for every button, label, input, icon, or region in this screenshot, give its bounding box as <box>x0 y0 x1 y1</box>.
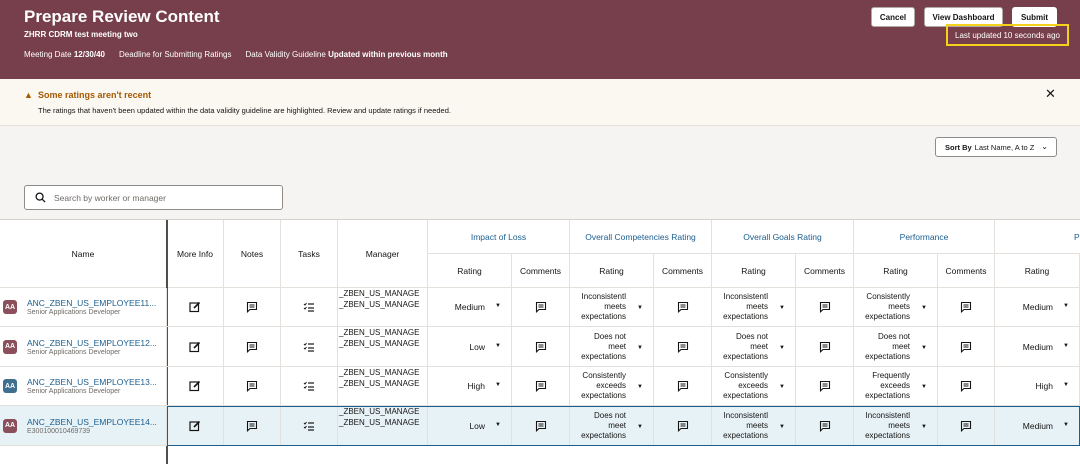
performance-rating-value: Does not meet expectations <box>865 331 910 361</box>
dropdown-arrow-icon: ▼ <box>495 382 501 388</box>
deadline-label: Deadline for Submitting Ratings <box>118 50 232 59</box>
rating-subheader: Rating <box>854 254 938 288</box>
worker-name-link[interactable]: ANC_ZBEN_US_EMPLOYEE11... <box>27 298 157 308</box>
performance-rating-value: Frequently exceeds expectations <box>865 371 910 400</box>
comments-subheader: Comments <box>796 254 854 288</box>
rating-subheader: Rating <box>428 254 512 288</box>
close-icon[interactable]: ✕ <box>1045 86 1056 101</box>
notes-icon[interactable] <box>224 288 281 327</box>
manager-name: _ZBEN_US_MANAGE <box>339 339 420 348</box>
worker-name-link[interactable]: ANC_ZBEN_US_EMPLOYEE14... <box>27 416 157 427</box>
competencies-rating-value: Does not meet expectations <box>581 410 626 440</box>
sort-dropdown[interactable] <box>935 137 1057 157</box>
impact-rating-select[interactable] <box>428 406 512 446</box>
tasks-icon[interactable] <box>281 327 338 367</box>
competencies-rating-select[interactable] <box>570 367 654 406</box>
performance-rating-select[interactable] <box>854 367 938 406</box>
p-rating-value: Medium <box>1022 341 1053 352</box>
impact-rating-value: Low <box>469 420 485 431</box>
dropdown-arrow-icon: ▼ <box>779 423 785 430</box>
search-box[interactable] <box>24 185 283 210</box>
worker-cell <box>0 288 167 327</box>
dropdown-arrow-icon: ▼ <box>921 344 927 351</box>
tasks-header: Tasks <box>281 220 338 288</box>
comments-subheader: Comments <box>938 254 995 288</box>
p-rating-value: Medium <box>1022 302 1053 312</box>
review-table <box>0 219 1080 464</box>
competencies-rating-value: Does not meet expectations <box>581 331 626 361</box>
manager-name: _ZBEN_US_MANAGE <box>339 328 420 337</box>
dropdown-arrow-icon: ▼ <box>921 384 927 390</box>
manager-name: _ZBEN_US_MANAGE <box>339 407 420 416</box>
comment-icon[interactable] <box>512 367 570 406</box>
notes-header: Notes <box>224 220 281 288</box>
dropdown-arrow-icon: ▼ <box>1063 421 1069 428</box>
worker-subtitle: Senior Applications Developer <box>27 388 121 395</box>
rating-subheader: Rating <box>712 254 796 288</box>
goals-rating-value: Inconsistentl meets expectations <box>723 410 768 440</box>
worker-name-link[interactable]: ANC_ZBEN_US_EMPLOYEE13... <box>27 377 157 387</box>
manager-cell <box>338 367 428 406</box>
cancel-button[interactable]: Cancel <box>871 7 915 27</box>
dropdown-arrow-icon: ▼ <box>495 421 501 428</box>
dropdown-arrow-icon: ▼ <box>779 305 785 311</box>
dropdown-arrow-icon: ▼ <box>1063 342 1069 349</box>
avatar: AA <box>3 419 17 433</box>
dropdown-arrow-icon: ▼ <box>637 305 643 311</box>
comment-icon[interactable] <box>512 288 570 327</box>
edit-icon[interactable] <box>167 406 224 446</box>
page-title: Prepare Review Content <box>24 7 220 26</box>
performance-rating-select[interactable] <box>854 288 938 327</box>
comment-icon[interactable] <box>512 327 570 367</box>
p-rating-select[interactable] <box>995 367 1080 406</box>
p-rating-select[interactable] <box>995 288 1080 327</box>
p-rating-value: High <box>1035 381 1053 391</box>
impact-rating-select[interactable] <box>428 327 512 367</box>
comment-icon[interactable] <box>654 367 712 406</box>
manager-name: _ZBEN_US_MANAGE <box>339 379 420 388</box>
group-header-4: P <box>995 220 1080 254</box>
manager-name: _ZBEN_US_MANAGE <box>339 368 420 377</box>
notes-icon[interactable] <box>224 406 281 446</box>
comments-subheader: Comments <box>654 254 712 288</box>
p-rating-value: Medium <box>1022 420 1053 431</box>
worker-subtitle: Senior Applications Developer <box>27 309 121 316</box>
meeting-date: Meeting Date 12/30/40 <box>24 50 105 59</box>
sort-label: Sort By <box>945 142 972 152</box>
p-rating-select[interactable] <box>995 327 1080 367</box>
comment-icon[interactable] <box>938 327 995 367</box>
worker-subtitle: E300100010469739 <box>27 427 91 435</box>
performance-rating-value: Inconsistentl meets expectations <box>865 410 910 440</box>
tasks-icon[interactable] <box>281 406 338 446</box>
performance-rating-value: Consistently meets expectations <box>865 292 910 321</box>
more-info-header: More Info <box>167 220 224 288</box>
manager-name: _ZBEN_US_MANAGE <box>339 289 420 298</box>
impact-rating-value: Low <box>469 341 485 352</box>
notes-icon[interactable] <box>224 327 281 367</box>
comment-icon[interactable] <box>654 288 712 327</box>
group-header-1: Overall Competencies Rating <box>570 220 712 254</box>
comments-subheader: Comments <box>512 254 570 288</box>
notes-icon[interactable] <box>224 367 281 406</box>
edit-icon[interactable] <box>167 327 224 367</box>
banner-title: Some ratings aren't recent <box>38 90 152 100</box>
goals-rating-select[interactable] <box>712 406 796 446</box>
view-dashboard-button[interactable]: View Dashboard <box>924 7 1003 27</box>
worker-cell <box>0 406 167 446</box>
dropdown-arrow-icon: ▼ <box>495 342 501 349</box>
meeting-name: ZHRR CDRM test meeting two <box>24 30 138 39</box>
competencies-rating-value: Inconsistentl meets expectations <box>581 292 626 321</box>
manager-name: _ZBEN_US_MANAGE <box>339 418 420 427</box>
manager-cell <box>338 288 428 327</box>
comment-icon[interactable] <box>938 406 995 446</box>
comment-icon[interactable] <box>796 367 854 406</box>
dropdown-arrow-icon: ▼ <box>779 384 785 390</box>
dropdown-arrow-icon: ▼ <box>637 344 643 351</box>
submit-button[interactable]: Submit <box>1012 7 1057 27</box>
banner-text: The ratings that haven't been updated within the data validity guideline are highlighted. Review and update ratings if needed. <box>38 106 451 115</box>
goals-rating-select[interactable] <box>712 367 796 406</box>
impact-rating-select[interactable] <box>428 288 512 327</box>
competencies-rating-value: Consistently exceeds expectations <box>581 371 626 400</box>
impact-rating-select[interactable] <box>428 367 512 406</box>
group-header-0: Impact of Loss <box>428 220 570 254</box>
goals-rating-value: Inconsistentl meets expectations <box>723 292 768 321</box>
worker-cell <box>0 367 167 406</box>
manager-name: _ZBEN_US_MANAGE <box>339 300 420 309</box>
goals-rating-value: Consistently exceeds expectations <box>723 371 768 400</box>
manager-header: Manager <box>338 220 428 288</box>
avatar: AA <box>3 300 17 314</box>
comment-icon[interactable] <box>796 406 854 446</box>
impact-rating-value: High <box>467 381 485 391</box>
worker-cell <box>0 327 167 367</box>
competencies-rating-select[interactable] <box>570 406 654 446</box>
comment-icon[interactable] <box>654 327 712 367</box>
dropdown-arrow-icon: ▼ <box>779 344 785 351</box>
comment-icon[interactable] <box>796 327 854 367</box>
dropdown-arrow-icon: ▼ <box>921 305 927 311</box>
dropdown-arrow-icon: ▼ <box>1063 382 1069 388</box>
goals-rating-select[interactable] <box>712 327 796 367</box>
worker-name-link[interactable]: ANC_ZBEN_US_EMPLOYEE12... <box>27 337 157 348</box>
manager-cell <box>338 406 428 446</box>
competencies-rating-select[interactable] <box>570 327 654 367</box>
dropdown-arrow-icon: ▼ <box>1063 303 1069 309</box>
avatar: AA <box>3 340 17 354</box>
performance-rating-select[interactable] <box>854 406 938 446</box>
dropdown-arrow-icon: ▼ <box>637 384 643 390</box>
rating-subheader: Rating <box>570 254 654 288</box>
performance-rating-select[interactable] <box>854 327 938 367</box>
goals-rating-value: Does not meet expectations <box>723 331 768 361</box>
dropdown-arrow-icon: ▼ <box>921 423 927 430</box>
dropdown-arrow-icon: ▼ <box>495 303 501 309</box>
rating-subheader: Rating <box>995 254 1080 288</box>
sort-value: Last Name, A to Z <box>974 142 1035 152</box>
comment-icon[interactable] <box>512 406 570 446</box>
dropdown-arrow-icon: ▼ <box>637 423 643 430</box>
goals-rating-select[interactable] <box>712 288 796 327</box>
search-icon <box>35 192 46 203</box>
comment-icon[interactable] <box>796 288 854 327</box>
impact-rating-value: Medium <box>454 302 485 312</box>
chevron-down-icon: ⌄ <box>1041 142 1048 151</box>
page-header <box>0 0 1080 79</box>
avatar: AA <box>3 379 17 393</box>
competencies-rating-select[interactable] <box>570 288 654 327</box>
group-header-3: Performance <box>854 220 995 254</box>
manager-cell <box>338 327 428 367</box>
last-updated-status: Last updated 10 seconds ago <box>946 24 1069 46</box>
name-header: Name <box>0 220 167 288</box>
search-input[interactable] <box>54 193 254 203</box>
tasks-icon[interactable] <box>281 288 338 327</box>
edit-icon[interactable] <box>167 367 224 406</box>
tasks-icon[interactable] <box>281 367 338 406</box>
group-header-2: Overall Goals Rating <box>712 220 854 254</box>
comment-icon[interactable] <box>654 406 712 446</box>
worker-subtitle: Senior Applications Developer <box>27 348 121 356</box>
guideline: Data Validity Guideline Updated within previous month <box>245 50 448 59</box>
meeting-meta <box>24 50 448 59</box>
warning-banner <box>0 79 1080 126</box>
comment-icon[interactable] <box>938 367 995 406</box>
p-rating-select[interactable] <box>995 406 1080 446</box>
comment-icon[interactable] <box>938 288 995 327</box>
warning-icon: ▲ <box>24 90 33 100</box>
edit-icon[interactable] <box>167 288 224 327</box>
